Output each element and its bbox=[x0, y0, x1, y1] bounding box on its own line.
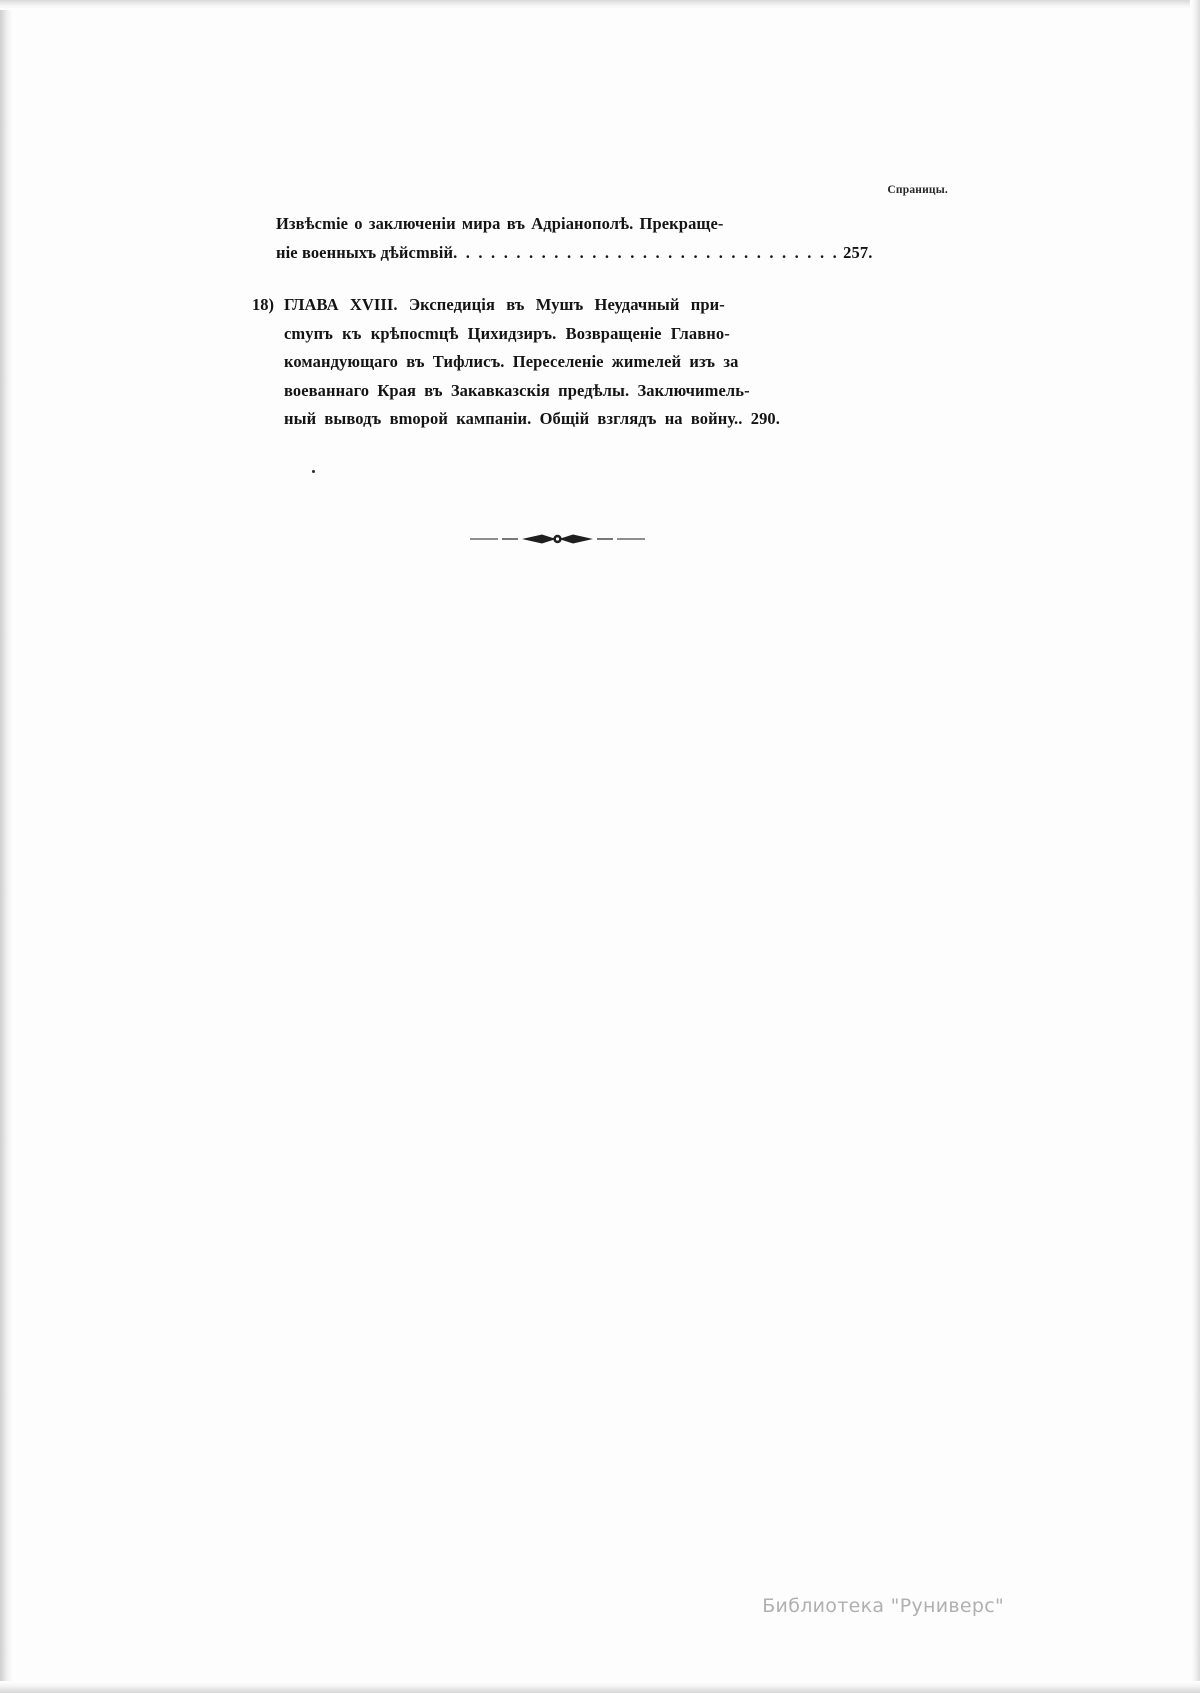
ink-speck bbox=[312, 470, 315, 473]
toc-entry bbox=[248, 291, 948, 434]
toc-entry-line: командующаго въ Тифлисъ. Переселеніе жиmелей изъ за bbox=[284, 352, 739, 371]
toc-entry-number: 18) bbox=[252, 295, 274, 314]
column-header-pages: Спраницы. bbox=[887, 184, 948, 196]
toc-entry-last-line bbox=[276, 239, 948, 268]
ornamental-divider bbox=[470, 528, 645, 550]
toc-entry-line: воеваннаго Края въ Закавказскія предѣлы. Заключиmель- bbox=[284, 380, 750, 400]
table-of-contents bbox=[248, 186, 948, 434]
page-edge-bottom bbox=[0, 1681, 1200, 1693]
toc-entry-line-text: ніе военныхъ дѣйсmвій bbox=[276, 242, 454, 262]
library-watermark: Библиотека "Руниверс" bbox=[762, 1595, 1004, 1617]
toc-entry-last-line bbox=[284, 405, 948, 434]
toc-entry-body bbox=[276, 210, 948, 267]
toc-entry-line-text: ный выводъ вmорой кампаніи. Общій взглядъ на войну.. bbox=[284, 409, 743, 428]
page-edge-left bbox=[0, 0, 14, 1693]
toc-entry-line: сmупъ къ крѣпосmцѣ Цихидзиръ. Возвращеніе Главно- bbox=[284, 323, 730, 343]
toc-page-number: 290. bbox=[750, 409, 781, 428]
toc-entry-body bbox=[284, 291, 948, 434]
toc-entry-line: ГЛАВА XVIII. Экспедиція въ Мушъ Неудачный при- bbox=[284, 295, 725, 314]
toc-leader-dots: . . . . . . . . . . . . . . . . . . . . . . . . . . . . . . . bbox=[453, 242, 839, 262]
toc-page-number: 257. bbox=[843, 242, 873, 262]
toc-entry bbox=[248, 210, 948, 267]
page-edge-right bbox=[1190, 0, 1200, 1693]
page-edge-top bbox=[0, 0, 1200, 10]
toc-entry-line: Извѣсmіе о заключеніи мира въ Адріанополѣ. Прекраще- bbox=[276, 214, 724, 233]
